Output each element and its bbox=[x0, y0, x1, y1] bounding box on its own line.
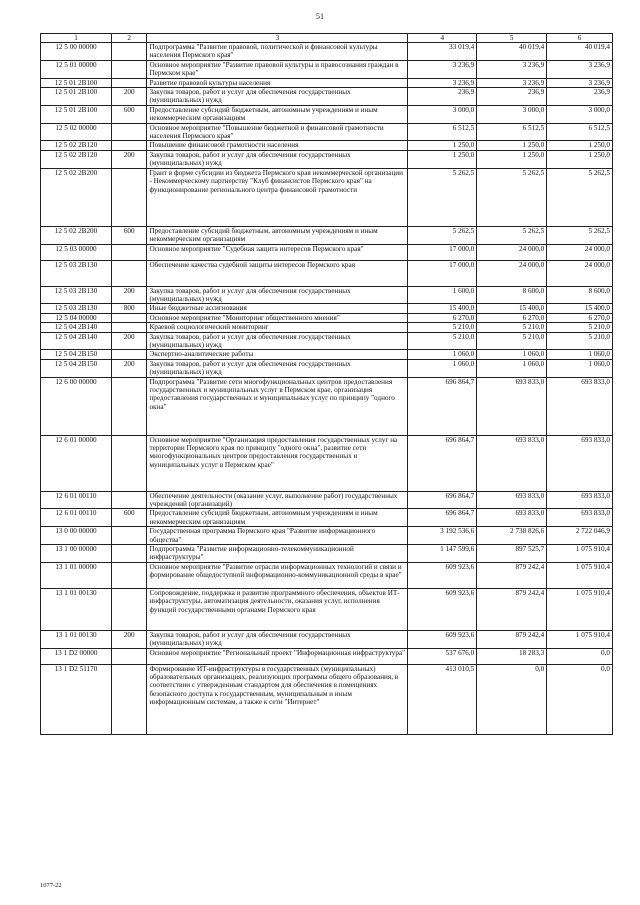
table-row bbox=[41, 88, 613, 106]
row-description: Иные бюджетные ассигнования bbox=[147, 304, 408, 313]
row-amount-col6: 1 060,0 bbox=[547, 350, 613, 359]
table-row bbox=[41, 286, 613, 304]
row-code: 12 5 01 00000 bbox=[41, 60, 112, 78]
row-amount-col4: 1 060,0 bbox=[408, 350, 477, 359]
row-amount-col6: 1 250,0 bbox=[547, 150, 613, 168]
row-amount-col6: 5 262,5 bbox=[547, 168, 613, 226]
row-amount-col5: 693 833,0 bbox=[477, 509, 547, 527]
row-amount-col4: 3 000,0 bbox=[408, 105, 477, 123]
row-code: 13 1 D2 51170 bbox=[41, 664, 112, 734]
header-row bbox=[41, 34, 613, 43]
row-description: Формирование ИТ-инфраструктуры в государственных (муниципальных) образовательных организациях, реализующих программы общего образования, в соответствии с утвержденным стандартом для обеспечения в помещениях безопасного доступа к государственным, муниципальным и иным информационным системам, а также к сети "Интернет" bbox=[147, 664, 408, 734]
row-amount-col4: 609 923,6 bbox=[408, 630, 477, 648]
row-amount-col6: 1 075 910,4 bbox=[547, 588, 613, 630]
row-code: 13 0 00 00000 bbox=[41, 527, 112, 545]
row-amount-col4: 1 147 599,6 bbox=[408, 545, 477, 563]
row-amount-col6: 8 600,0 bbox=[547, 286, 613, 304]
row-expense-type bbox=[111, 123, 146, 141]
row-amount-col6: 1 075 910,4 bbox=[547, 545, 613, 563]
table-row bbox=[41, 304, 613, 313]
row-amount-col6: 5 210,0 bbox=[547, 323, 613, 332]
row-expense-type: 600 bbox=[111, 226, 146, 244]
row-amount-col5: 5 210,0 bbox=[477, 323, 547, 332]
table-row bbox=[41, 359, 613, 377]
row-amount-col5: 879 242,4 bbox=[477, 630, 547, 648]
row-amount-col5: 24 000,0 bbox=[477, 244, 547, 260]
row-description: Государственная программа Пермского края "Развитие информационного общества" bbox=[147, 527, 408, 545]
row-amount-col4: 1 600,0 bbox=[408, 286, 477, 304]
row-code: 12 5 04 2В150 bbox=[41, 350, 112, 359]
row-description: Закупка товаров, работ и услуг для обеспечения государственных (муниципальных) нужд bbox=[147, 88, 408, 106]
row-code: 12 5 03 2В130 bbox=[41, 304, 112, 313]
row-amount-col5: 3 236,9 bbox=[477, 78, 547, 87]
column-header: 2 bbox=[111, 34, 146, 43]
row-description: Основное мероприятие "Повышение бюджетной и финансовой грамотности населения Пермского края" bbox=[147, 123, 408, 141]
row-code: 13 1 01 00000 bbox=[41, 562, 112, 588]
row-description: Краевой социологический мониторинг bbox=[147, 323, 408, 332]
row-amount-col4: 5 262,5 bbox=[408, 168, 477, 226]
row-amount-col6: 2 722 046,9 bbox=[547, 527, 613, 545]
row-code: 12 5 02 2В120 bbox=[41, 141, 112, 150]
row-expense-type: 600 bbox=[111, 509, 146, 527]
row-amount-col4: 696 864,7 bbox=[408, 435, 477, 491]
row-expense-type bbox=[111, 562, 146, 588]
table-row bbox=[41, 244, 613, 260]
row-description: Предоставление субсидий бюджетным, автономным учреждениям и иным некоммерческим организациям bbox=[147, 105, 408, 123]
row-amount-col5: 2 738 826,6 bbox=[477, 527, 547, 545]
table-row bbox=[41, 545, 613, 563]
table-row bbox=[41, 323, 613, 332]
row-amount-col5: 24 000,0 bbox=[477, 260, 547, 286]
row-code: 12 5 04 2В140 bbox=[41, 323, 112, 332]
row-description: Основное мероприятие "Судебная защита интересов Пермского края" bbox=[147, 244, 408, 260]
row-amount-col4: 15 400,0 bbox=[408, 304, 477, 313]
row-amount-col6: 0,0 bbox=[547, 648, 613, 664]
row-amount-col6: 1 060,0 bbox=[547, 359, 613, 377]
table-row bbox=[41, 509, 613, 527]
row-expense-type bbox=[111, 313, 146, 322]
column-header: 5 bbox=[477, 34, 547, 43]
column-header: 6 bbox=[547, 34, 613, 43]
table-row bbox=[41, 664, 613, 734]
row-expense-type bbox=[111, 168, 146, 226]
row-amount-col6: 3 236,9 bbox=[547, 78, 613, 87]
row-code: 12 5 03 2В130 bbox=[41, 286, 112, 304]
row-amount-col6: 0,0 bbox=[547, 664, 613, 734]
row-expense-type bbox=[111, 491, 146, 509]
row-description: Обеспечение качества судебной защиты интересов Пермского края bbox=[147, 260, 408, 286]
row-amount-col4: 5 210,0 bbox=[408, 332, 477, 350]
table-row bbox=[41, 78, 613, 87]
row-amount-col4: 3 192 536,6 bbox=[408, 527, 477, 545]
table-row bbox=[41, 527, 613, 545]
row-expense-type bbox=[111, 43, 146, 61]
row-amount-col5: 6 512,5 bbox=[477, 123, 547, 141]
row-description: Закупка товаров, работ и услуг для обеспечения государственных (муниципальных) нужд bbox=[147, 150, 408, 168]
row-amount-col6: 693 833,0 bbox=[547, 435, 613, 491]
row-code: 12 5 00 00000 bbox=[41, 43, 112, 61]
row-amount-col4: 3 236,9 bbox=[408, 78, 477, 87]
table-row bbox=[41, 313, 613, 322]
row-expense-type bbox=[111, 78, 146, 87]
table-row bbox=[41, 491, 613, 509]
row-description: Закупка товаров, работ и услуг для обеспечения государственных (муниципальных) нужд bbox=[147, 359, 408, 377]
row-expense-type: 200 bbox=[111, 286, 146, 304]
row-amount-col4: 6 270,0 bbox=[408, 313, 477, 322]
row-expense-type bbox=[111, 648, 146, 664]
row-amount-col5: 3 000,0 bbox=[477, 105, 547, 123]
row-description: Повышение финансовой грамотности населения bbox=[147, 141, 408, 150]
row-amount-col4: 609 923,6 bbox=[408, 588, 477, 630]
row-description: Подпрограмма "Развитие сети многофункциональных центров предоставления государственных и муниципальных услуг в Пермском крае, организация предоставления государственных и муниципальных услуг по принципу "одного окна" bbox=[147, 377, 408, 435]
table-row bbox=[41, 648, 613, 664]
row-expense-type bbox=[111, 260, 146, 286]
row-amount-col6: 5 210,0 bbox=[547, 332, 613, 350]
row-expense-type bbox=[111, 527, 146, 545]
row-code: 12 5 02 00000 bbox=[41, 123, 112, 141]
row-amount-col4: 6 512,5 bbox=[408, 123, 477, 141]
row-amount-col6: 5 262,5 bbox=[547, 226, 613, 244]
row-code: 12 5 03 2В130 bbox=[41, 260, 112, 286]
row-code: 12 6 00 00000 bbox=[41, 377, 112, 435]
row-amount-col5: 897 525,7 bbox=[477, 545, 547, 563]
table-row bbox=[41, 588, 613, 630]
row-expense-type: 200 bbox=[111, 359, 146, 377]
row-amount-col4: 413 010,5 bbox=[408, 664, 477, 734]
row-amount-col5: 1 250,0 bbox=[477, 150, 547, 168]
row-amount-col5: 18 283,3 bbox=[477, 648, 547, 664]
row-amount-col5: 1 060,0 bbox=[477, 350, 547, 359]
row-amount-col5: 6 270,0 bbox=[477, 313, 547, 322]
row-amount-col5: 5 210,0 bbox=[477, 332, 547, 350]
row-amount-col6: 1 250,0 bbox=[547, 141, 613, 150]
row-code: 12 5 04 2В150 bbox=[41, 359, 112, 377]
table-row bbox=[41, 150, 613, 168]
row-amount-col5: 8 600,0 bbox=[477, 286, 547, 304]
row-code: 12 5 01 2В100 bbox=[41, 78, 112, 87]
column-header: 4 bbox=[408, 34, 477, 43]
row-description: Основное мероприятие "Мониторинг общественного мнения" bbox=[147, 313, 408, 322]
row-expense-type bbox=[111, 545, 146, 563]
row-code: 12 5 04 2В140 bbox=[41, 332, 112, 350]
row-code: 12 5 02 2В200 bbox=[41, 168, 112, 226]
row-description: Закупка товаров, работ и услуг для обеспечения государственных (муниципальных) нужд bbox=[147, 332, 408, 350]
row-amount-col6: 24 000,0 bbox=[547, 244, 613, 260]
row-description: Сопровождение, поддержка и развитие программного обеспечения, объектов ИТ-инфраструктуры, автоматизация деятельности, оказания услуг, исполнения функций государственными органами Пермского края bbox=[147, 588, 408, 630]
row-expense-type: 200 bbox=[111, 630, 146, 648]
row-expense-type: 200 bbox=[111, 88, 146, 106]
row-expense-type: 800 bbox=[111, 304, 146, 313]
table-row bbox=[41, 350, 613, 359]
row-expense-type bbox=[111, 377, 146, 435]
row-amount-col6: 24 000,0 bbox=[547, 260, 613, 286]
row-code: 12 6 01 00000 bbox=[41, 435, 112, 491]
table-row bbox=[41, 43, 613, 61]
row-expense-type bbox=[111, 350, 146, 359]
row-expense-type bbox=[111, 60, 146, 78]
row-amount-col6: 693 833,0 bbox=[547, 509, 613, 527]
row-amount-col6: 1 075 910,4 bbox=[547, 562, 613, 588]
row-code: 12 5 03 00000 bbox=[41, 244, 112, 260]
row-amount-col5: 15 400,0 bbox=[477, 304, 547, 313]
row-description: Экспертно-аналитические работы bbox=[147, 350, 408, 359]
table-row bbox=[41, 260, 613, 286]
row-description: Основное мероприятие "Организация предоставления государственных услуг на территории Пермского края по принципу "одного окна", развитие сети многофункциональных центров предоставления государственных и муниципальных услуг в Пермском крае" bbox=[147, 435, 408, 491]
row-expense-type bbox=[111, 664, 146, 734]
table-row bbox=[41, 435, 613, 491]
row-code: 12 5 01 2В100 bbox=[41, 105, 112, 123]
row-amount-col6: 236,9 bbox=[547, 88, 613, 106]
row-code: 12 5 04 00000 bbox=[41, 313, 112, 322]
row-description: Подпрограмма "Развитие правовой, политической и финансовой культуры населения Пермского края" bbox=[147, 43, 408, 61]
row-amount-col4: 5 210,0 bbox=[408, 323, 477, 332]
footer-code: 1077-22 bbox=[40, 882, 62, 889]
row-amount-col6: 1 075 910,4 bbox=[547, 630, 613, 648]
row-description: Предоставление субсидий бюджетным, автономным учреждениям и иным некоммерческим организациям bbox=[147, 226, 408, 244]
row-amount-col4: 537 676,0 bbox=[408, 648, 477, 664]
row-expense-type bbox=[111, 323, 146, 332]
row-amount-col5: 3 236,9 bbox=[477, 60, 547, 78]
row-code: 13 1 01 00130 bbox=[41, 630, 112, 648]
budget-table bbox=[40, 33, 613, 735]
table-row bbox=[41, 123, 613, 141]
row-amount-col5: 40 019,4 bbox=[477, 43, 547, 61]
row-amount-col4: 1 060,0 bbox=[408, 359, 477, 377]
row-amount-col4: 1 250,0 bbox=[408, 150, 477, 168]
row-amount-col5: 236,9 bbox=[477, 88, 547, 106]
row-description: Обеспечение деятельности (оказание услуг, выполнение работ) государственных учреждений (организаций) bbox=[147, 491, 408, 509]
row-amount-col4: 696 864,7 bbox=[408, 491, 477, 509]
row-amount-col6: 6 512,5 bbox=[547, 123, 613, 141]
row-expense-type: 200 bbox=[111, 150, 146, 168]
row-code: 13 1 D2 00000 bbox=[41, 648, 112, 664]
row-amount-col6: 693 833,0 bbox=[547, 491, 613, 509]
row-code: 13 1 01 00130 bbox=[41, 588, 112, 630]
row-description: Основное мероприятие "Развитие правовой культуры и правосознания граждан в Пермском крае" bbox=[147, 60, 408, 78]
row-description: Основное мероприятие "Региональный проект "Информационная инфраструктура" bbox=[147, 648, 408, 664]
row-code: 12 5 01 2В100 bbox=[41, 88, 112, 106]
table-row bbox=[41, 60, 613, 78]
row-code: 13 1 00 00000 bbox=[41, 545, 112, 563]
row-description: Развитие правовой культуры населения bbox=[147, 78, 408, 87]
page-number: 51 bbox=[316, 12, 324, 21]
table-row bbox=[41, 141, 613, 150]
row-amount-col4: 33 019,4 bbox=[408, 43, 477, 61]
row-amount-col5: 1 060,0 bbox=[477, 359, 547, 377]
row-code: 12 6 01 00110 bbox=[41, 509, 112, 527]
row-amount-col5: 693 833,0 bbox=[477, 377, 547, 435]
row-description: Основное мероприятие "Развитие отрасли информационных технологий и связи и формирование общедоступной информационно-коммуникационной среды в крае" bbox=[147, 562, 408, 588]
table-row bbox=[41, 226, 613, 244]
row-amount-col4: 696 864,7 bbox=[408, 509, 477, 527]
row-expense-type bbox=[111, 588, 146, 630]
row-expense-type: 600 bbox=[111, 105, 146, 123]
row-expense-type bbox=[111, 141, 146, 150]
row-amount-col5: 1 250,0 bbox=[477, 141, 547, 150]
table-row bbox=[41, 105, 613, 123]
row-amount-col5: 5 262,5 bbox=[477, 226, 547, 244]
row-amount-col5: 693 833,0 bbox=[477, 491, 547, 509]
row-code: 12 5 02 2В200 bbox=[41, 226, 112, 244]
row-amount-col5: 5 262,5 bbox=[477, 168, 547, 226]
row-amount-col5: 879 242,4 bbox=[477, 562, 547, 588]
row-amount-col4: 17 000,0 bbox=[408, 244, 477, 260]
row-amount-col4: 5 262,5 bbox=[408, 226, 477, 244]
row-amount-col6: 40 019,4 bbox=[547, 43, 613, 61]
row-amount-col6: 3 236,9 bbox=[547, 60, 613, 78]
table-row bbox=[41, 562, 613, 588]
row-description: Подпрограмма "Развитие информационно-телекоммуникационной инфраструктуры" bbox=[147, 545, 408, 563]
row-amount-col6: 693 833,0 bbox=[547, 377, 613, 435]
row-amount-col4: 17 000,0 bbox=[408, 260, 477, 286]
row-amount-col6: 15 400,0 bbox=[547, 304, 613, 313]
column-header: 1 bbox=[41, 34, 112, 43]
row-amount-col4: 236,9 bbox=[408, 88, 477, 106]
row-amount-col5: 0,0 bbox=[477, 664, 547, 734]
table-row bbox=[41, 377, 613, 435]
row-amount-col4: 1 250,0 bbox=[408, 141, 477, 150]
row-expense-type bbox=[111, 244, 146, 260]
row-code: 12 5 02 2В120 bbox=[41, 150, 112, 168]
row-code: 12 6 01 00110 bbox=[41, 491, 112, 509]
row-description: Закупка товаров, работ и услуг для обеспечения государственных (муниципальных) нужд bbox=[147, 286, 408, 304]
row-amount-col6: 3 000,0 bbox=[547, 105, 613, 123]
row-amount-col4: 3 236,9 bbox=[408, 60, 477, 78]
row-amount-col5: 693 833,0 bbox=[477, 435, 547, 491]
table-row bbox=[41, 630, 613, 648]
row-description: Предоставление субсидий бюджетным, автономным учреждениям и иным некоммерческим организациям bbox=[147, 509, 408, 527]
row-amount-col5: 879 242,4 bbox=[477, 588, 547, 630]
table-row bbox=[41, 332, 613, 350]
row-amount-col4: 696 864,7 bbox=[408, 377, 477, 435]
row-expense-type bbox=[111, 435, 146, 491]
table-row bbox=[41, 168, 613, 226]
row-amount-col6: 6 270,0 bbox=[547, 313, 613, 322]
column-header: 3 bbox=[147, 34, 408, 43]
row-expense-type: 200 bbox=[111, 332, 146, 350]
row-description: Закупка товаров, работ и услуг для обеспечения государственных (муниципальных) нужд bbox=[147, 630, 408, 648]
row-description: Грант в форме субсидии из бюджета Пермского края некоммерческой организации - Некоммерческому партнерству "Клуб финансистов Пермского края" на функционирование регионального центра финансовой грамотности bbox=[147, 168, 408, 226]
row-amount-col4: 609 923,6 bbox=[408, 562, 477, 588]
